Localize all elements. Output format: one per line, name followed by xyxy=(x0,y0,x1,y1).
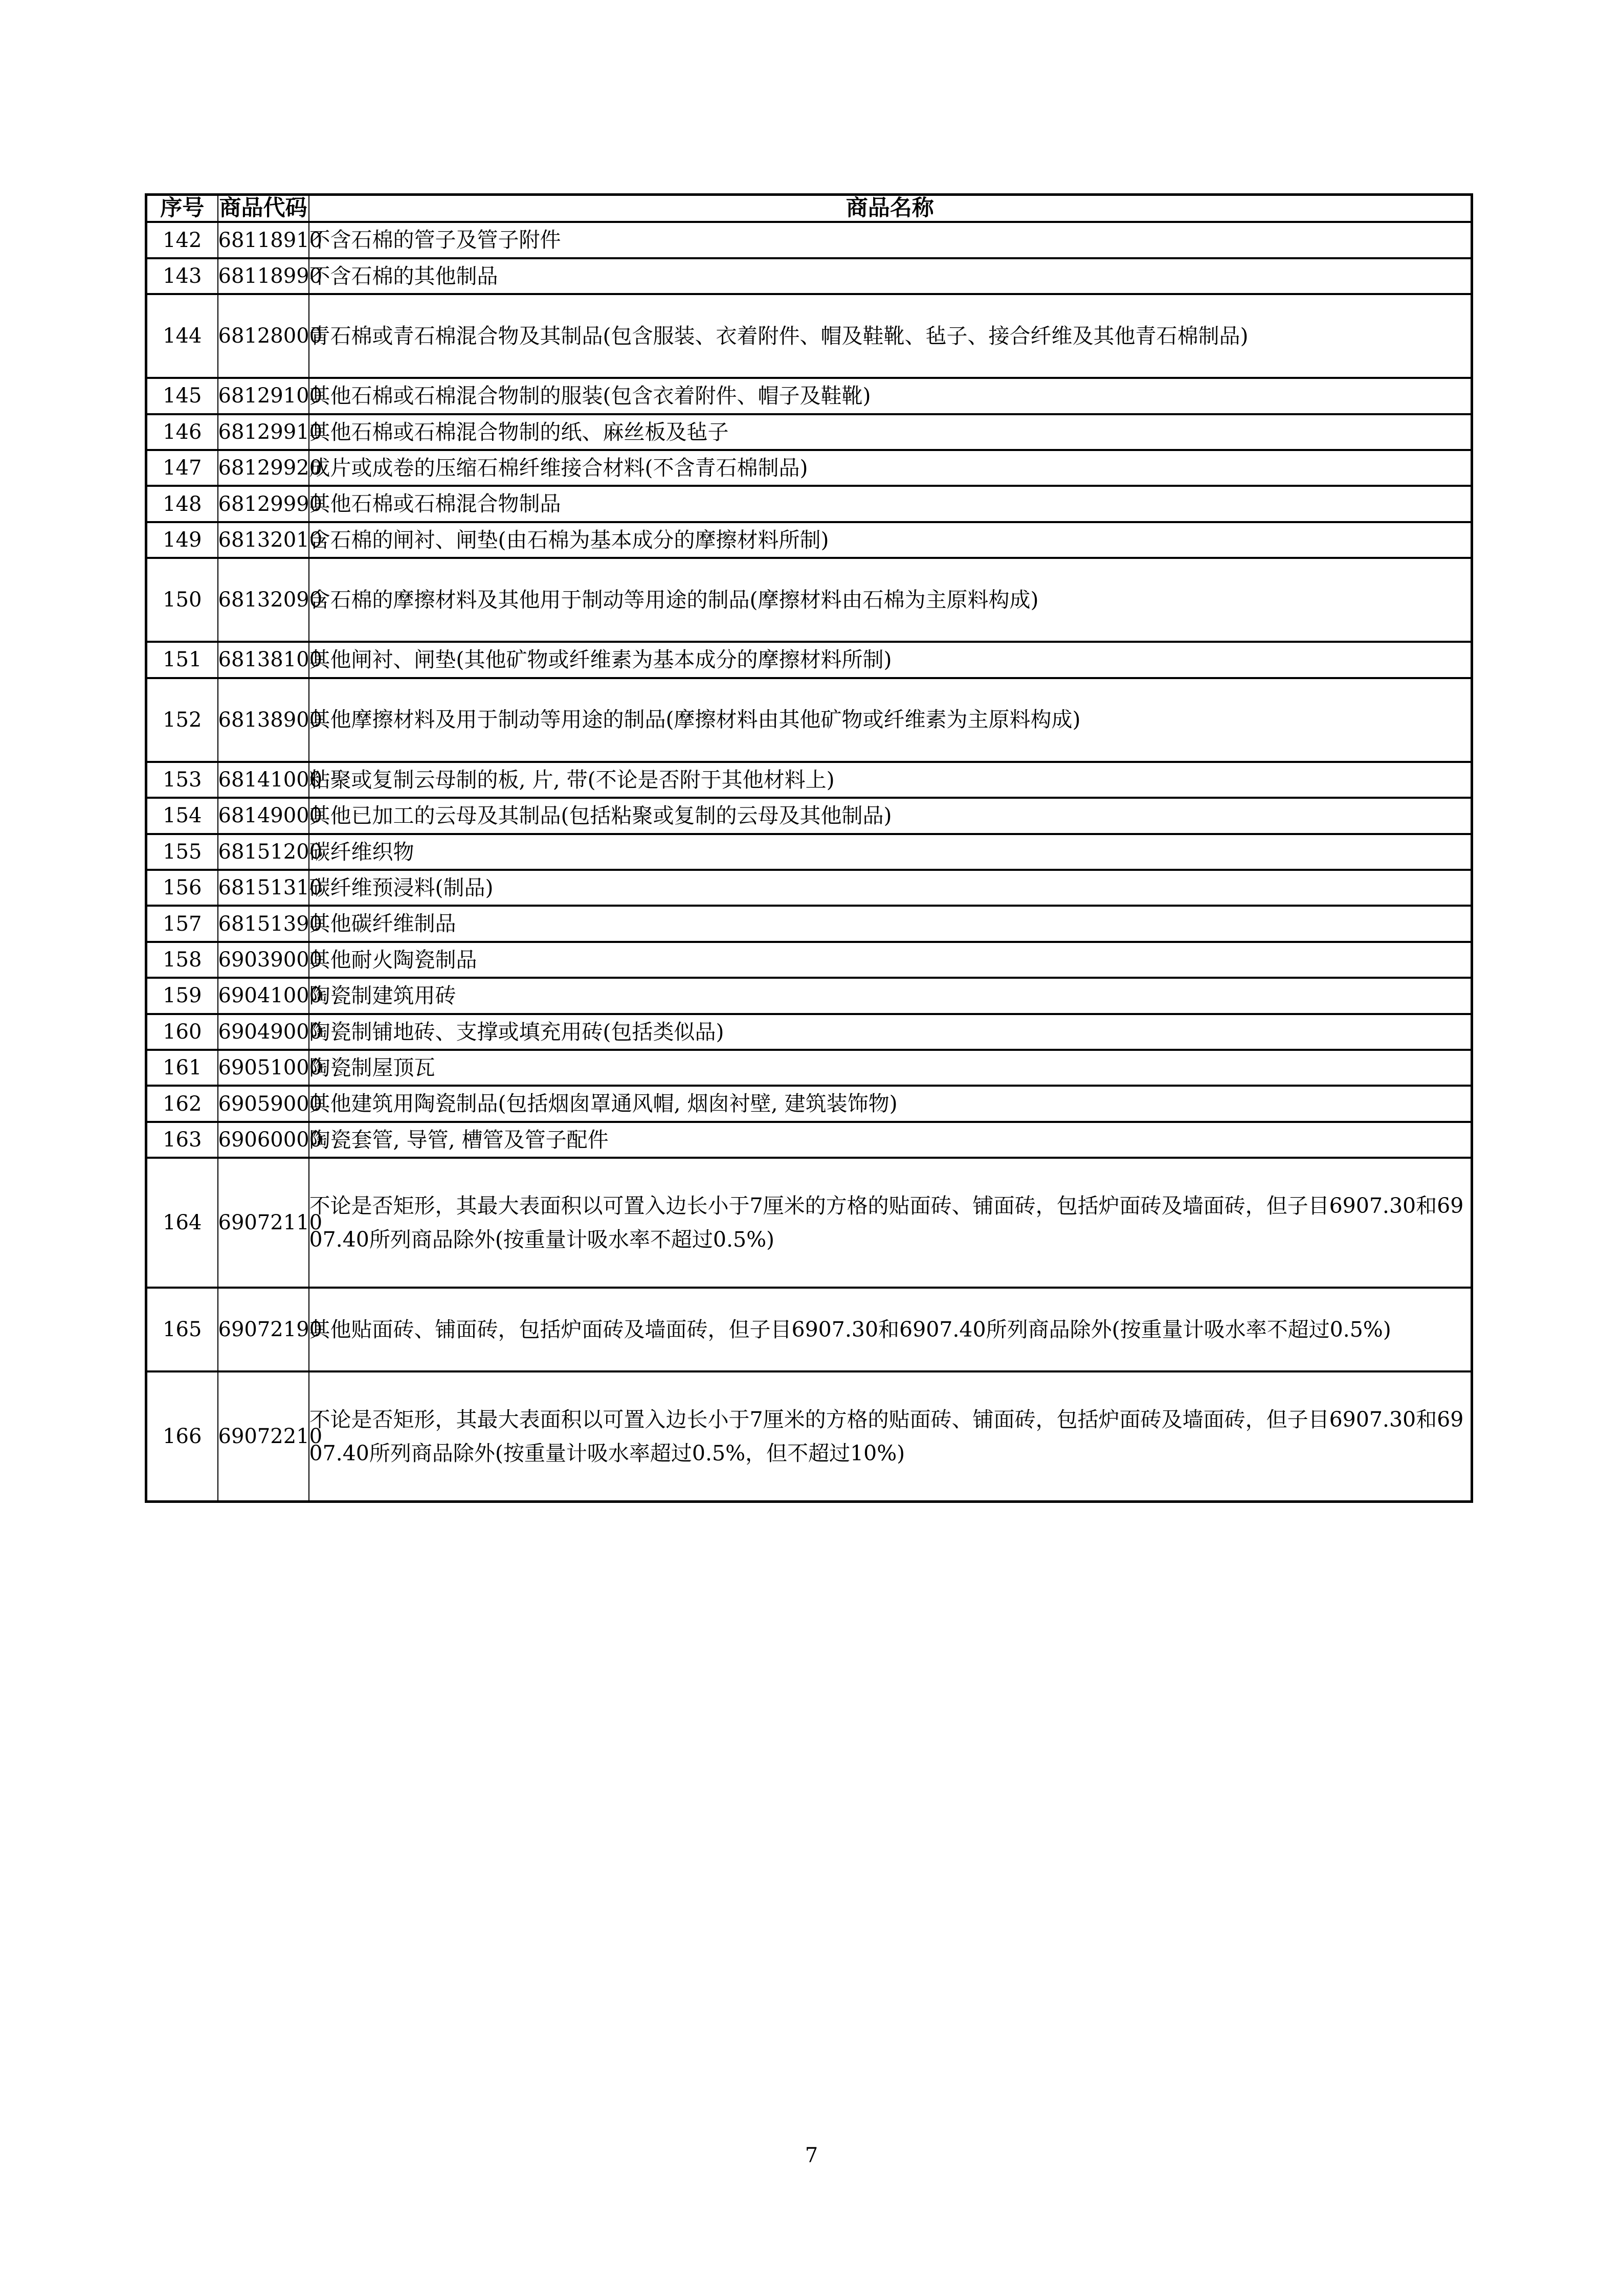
table-row xyxy=(146,978,1472,1014)
cell-commodity-name xyxy=(309,762,1472,798)
commodity-name-text: 青石棉或青石棉混合物及其制品(包含服装、衣着附件、帽及鞋靴、毡子、接合纤维及其他青石棉制品) xyxy=(309,324,1249,349)
cell-commodity-name xyxy=(309,558,1472,642)
table-row xyxy=(146,558,1472,642)
cell-commodity-name xyxy=(309,1158,1472,1288)
commodity-name-text: 不论是否矩形，其最大表面积以可置入边长小于7厘米的方格的贴面砖、铺面砖，包括炉面砖及墙面砖，但子目6907.30和6907.40所列商品除外(按重量计吸水率不超过0.5%) xyxy=(309,1193,1464,1252)
cell-sequence: 149 xyxy=(146,522,218,558)
cell-commodity-code: 68129920 xyxy=(218,450,309,486)
cell-sequence: 161 xyxy=(146,1050,218,1086)
commodity-name-text: 陶瓷制屋顶瓦 xyxy=(309,1055,435,1080)
cell-sequence: 165 xyxy=(146,1288,218,1371)
commodity-name-text: 不含石棉的管子及管子附件 xyxy=(309,228,561,253)
table-row xyxy=(146,522,1472,558)
cell-commodity-code: 68138100 xyxy=(218,642,309,678)
cell-commodity-code: 69039000 xyxy=(218,942,309,978)
table-header-row xyxy=(146,195,1472,222)
cell-sequence: 163 xyxy=(146,1122,218,1158)
cell-sequence: 152 xyxy=(146,678,218,762)
cell-commodity-name xyxy=(309,222,1472,258)
commodity-name-text: 含石棉的摩擦材料及其他用于制动等用途的制品(摩擦材料由石棉为主原料构成) xyxy=(309,588,1039,613)
cell-commodity-name xyxy=(309,870,1472,906)
cell-sequence: 160 xyxy=(146,1014,218,1050)
commodity-name-text: 其他已加工的云母及其制品(包括粘聚或复制的云母及其他制品) xyxy=(309,803,892,828)
cell-commodity-code: 69072190 xyxy=(218,1288,309,1371)
commodity-code-table xyxy=(145,193,1473,1503)
table-row xyxy=(146,870,1472,906)
commodity-name-text: 其他碳纤维制品 xyxy=(309,911,456,936)
commodity-name-text: 含石棉的闸衬、闸垫(由石棉为基本成分的摩擦材料所制) xyxy=(309,527,829,552)
commodity-code-table-container xyxy=(145,193,1471,1503)
table-row xyxy=(146,378,1472,414)
cell-commodity-name xyxy=(309,834,1472,870)
commodity-name-text: 成片或成卷的压缩石棉纤维接合材料(不含青石棉制品) xyxy=(309,456,808,481)
cell-commodity-name xyxy=(309,978,1472,1014)
cell-sequence: 166 xyxy=(146,1371,218,1502)
cell-commodity-code: 69049000 xyxy=(218,1014,309,1050)
cell-sequence: 146 xyxy=(146,414,218,450)
commodity-name-text: 其他石棉或石棉混合物制品 xyxy=(309,491,561,516)
table-row xyxy=(146,414,1472,450)
cell-commodity-name xyxy=(309,906,1472,941)
commodity-name-text: 其他贴面砖、铺面砖，包括炉面砖及墙面砖，但子目6907.30和6907.40所列商品除外(按重量计吸水率不超过0.5%) xyxy=(309,1317,1391,1342)
table-row xyxy=(146,942,1472,978)
cell-commodity-code: 68149000 xyxy=(218,798,309,834)
cell-commodity-name xyxy=(309,522,1472,558)
cell-commodity-code: 68132010 xyxy=(218,522,309,558)
commodity-name-text: 其他建筑用陶瓷制品(包括烟囱罩通风帽, 烟囱衬壁, 建筑装饰物) xyxy=(309,1091,898,1116)
table-row xyxy=(146,222,1472,258)
table-row xyxy=(146,258,1472,294)
cell-sequence: 156 xyxy=(146,870,218,906)
cell-commodity-code: 69059000 xyxy=(218,1086,309,1121)
cell-commodity-code: 69060000 xyxy=(218,1122,309,1158)
cell-sequence: 142 xyxy=(146,222,218,258)
cell-commodity-name xyxy=(309,642,1472,678)
cell-commodity-code: 68129990 xyxy=(218,486,309,522)
page-number: 7 xyxy=(805,2144,818,2167)
commodity-name-text: 碳纤维织物 xyxy=(309,839,414,864)
cell-commodity-name xyxy=(309,378,1472,414)
table-row xyxy=(146,798,1472,834)
table-row xyxy=(146,1086,1472,1121)
column-header-sequence: 序号 xyxy=(146,195,218,222)
table-row xyxy=(146,834,1472,870)
cell-sequence: 158 xyxy=(146,942,218,978)
commodity-name-text: 不含石棉的其他制品 xyxy=(309,263,498,288)
cell-commodity-name xyxy=(309,798,1472,834)
commodity-name-text: 其他石棉或石棉混合物制的服装(包含衣着附件、帽子及鞋靴) xyxy=(309,384,871,409)
table-row xyxy=(146,642,1472,678)
table-row xyxy=(146,1014,1472,1050)
table-row xyxy=(146,1050,1472,1086)
cell-commodity-name xyxy=(309,486,1472,522)
cell-commodity-name xyxy=(309,678,1472,762)
cell-commodity-code: 68151390 xyxy=(218,906,309,941)
cell-sequence: 155 xyxy=(146,834,218,870)
table-header xyxy=(146,195,1472,222)
commodity-name-text: 粘聚或复制云母制的板, 片, 带(不论是否附于其他材料上) xyxy=(309,767,835,792)
cell-sequence: 147 xyxy=(146,450,218,486)
commodity-name-text: 不论是否矩形，其最大表面积以可置入边长小于7厘米的方格的贴面砖、铺面砖，包括炉面砖及墙面砖，但子目6907.30和6907.40所列商品除外(按重量计吸水率超过0.5%，但不超过10%) xyxy=(309,1407,1464,1466)
table-row xyxy=(146,1122,1472,1158)
commodity-name-text: 其他摩擦材料及用于制动等用途的制品(摩擦材料由其他矿物或纤维素为主原料构成) xyxy=(309,707,1081,732)
cell-commodity-code: 68151310 xyxy=(218,870,309,906)
table-row xyxy=(146,906,1472,941)
cell-sequence: 154 xyxy=(146,798,218,834)
cell-sequence: 159 xyxy=(146,978,218,1014)
cell-sequence: 150 xyxy=(146,558,218,642)
cell-commodity-code: 69072210 xyxy=(218,1371,309,1502)
cell-sequence: 151 xyxy=(146,642,218,678)
cell-commodity-name xyxy=(309,942,1472,978)
cell-sequence: 143 xyxy=(146,258,218,294)
cell-commodity-name xyxy=(309,450,1472,486)
cell-sequence: 145 xyxy=(146,378,218,414)
cell-sequence: 153 xyxy=(146,762,218,798)
cell-commodity-name xyxy=(309,294,1472,378)
table-row xyxy=(146,762,1472,798)
cell-commodity-code: 68151200 xyxy=(218,834,309,870)
cell-commodity-code: 69041000 xyxy=(218,978,309,1014)
cell-commodity-code: 68138900 xyxy=(218,678,309,762)
commodity-name-text: 陶瓷套管, 导管, 槽管及管子配件 xyxy=(309,1127,609,1152)
cell-sequence: 157 xyxy=(146,906,218,941)
cell-sequence: 162 xyxy=(146,1086,218,1121)
cell-commodity-code: 68132090 xyxy=(218,558,309,642)
cell-commodity-name xyxy=(309,1050,1472,1086)
table-row xyxy=(146,294,1472,378)
cell-commodity-name xyxy=(309,1122,1472,1158)
column-header-commodity-code: 商品代码 xyxy=(218,195,309,222)
table-row xyxy=(146,486,1472,522)
cell-sequence: 164 xyxy=(146,1158,218,1288)
commodity-name-text: 陶瓷制铺地砖、支撑或填充用砖(包括类似品) xyxy=(309,1019,724,1044)
cell-commodity-name xyxy=(309,1086,1472,1121)
table-row xyxy=(146,450,1472,486)
table-row xyxy=(146,1371,1472,1502)
cell-commodity-code: 68118990 xyxy=(218,258,309,294)
commodity-name-text: 其他耐火陶瓷制品 xyxy=(309,947,477,972)
cell-commodity-code: 68129910 xyxy=(218,414,309,450)
cell-sequence: 148 xyxy=(146,486,218,522)
cell-commodity-name xyxy=(309,1288,1472,1371)
commodity-name-text: 碳纤维预浸料(制品) xyxy=(309,875,494,900)
cell-commodity-name xyxy=(309,414,1472,450)
cell-commodity-code: 69072110 xyxy=(218,1158,309,1288)
cell-commodity-code: 68128000 xyxy=(218,294,309,378)
table-row xyxy=(146,1288,1472,1371)
cell-commodity-code: 68118910 xyxy=(218,222,309,258)
cell-commodity-code: 68129100 xyxy=(218,378,309,414)
cell-sequence: 144 xyxy=(146,294,218,378)
commodity-name-text: 其他石棉或石棉混合物制的纸、麻丝板及毡子 xyxy=(309,419,729,444)
cell-commodity-code: 68141000 xyxy=(218,762,309,798)
column-header-commodity-name: 商品名称 xyxy=(309,195,1472,222)
cell-commodity-code: 69051000 xyxy=(218,1050,309,1086)
commodity-name-text: 其他闸衬、闸垫(其他矿物或纤维素为基本成分的摩擦材料所制) xyxy=(309,647,892,672)
cell-commodity-name xyxy=(309,258,1472,294)
table-row xyxy=(146,678,1472,762)
cell-commodity-name xyxy=(309,1371,1472,1502)
commodity-name-text: 陶瓷制建筑用砖 xyxy=(309,983,456,1008)
table-row xyxy=(146,1158,1472,1288)
table-body xyxy=(146,222,1472,1501)
cell-commodity-name xyxy=(309,1014,1472,1050)
